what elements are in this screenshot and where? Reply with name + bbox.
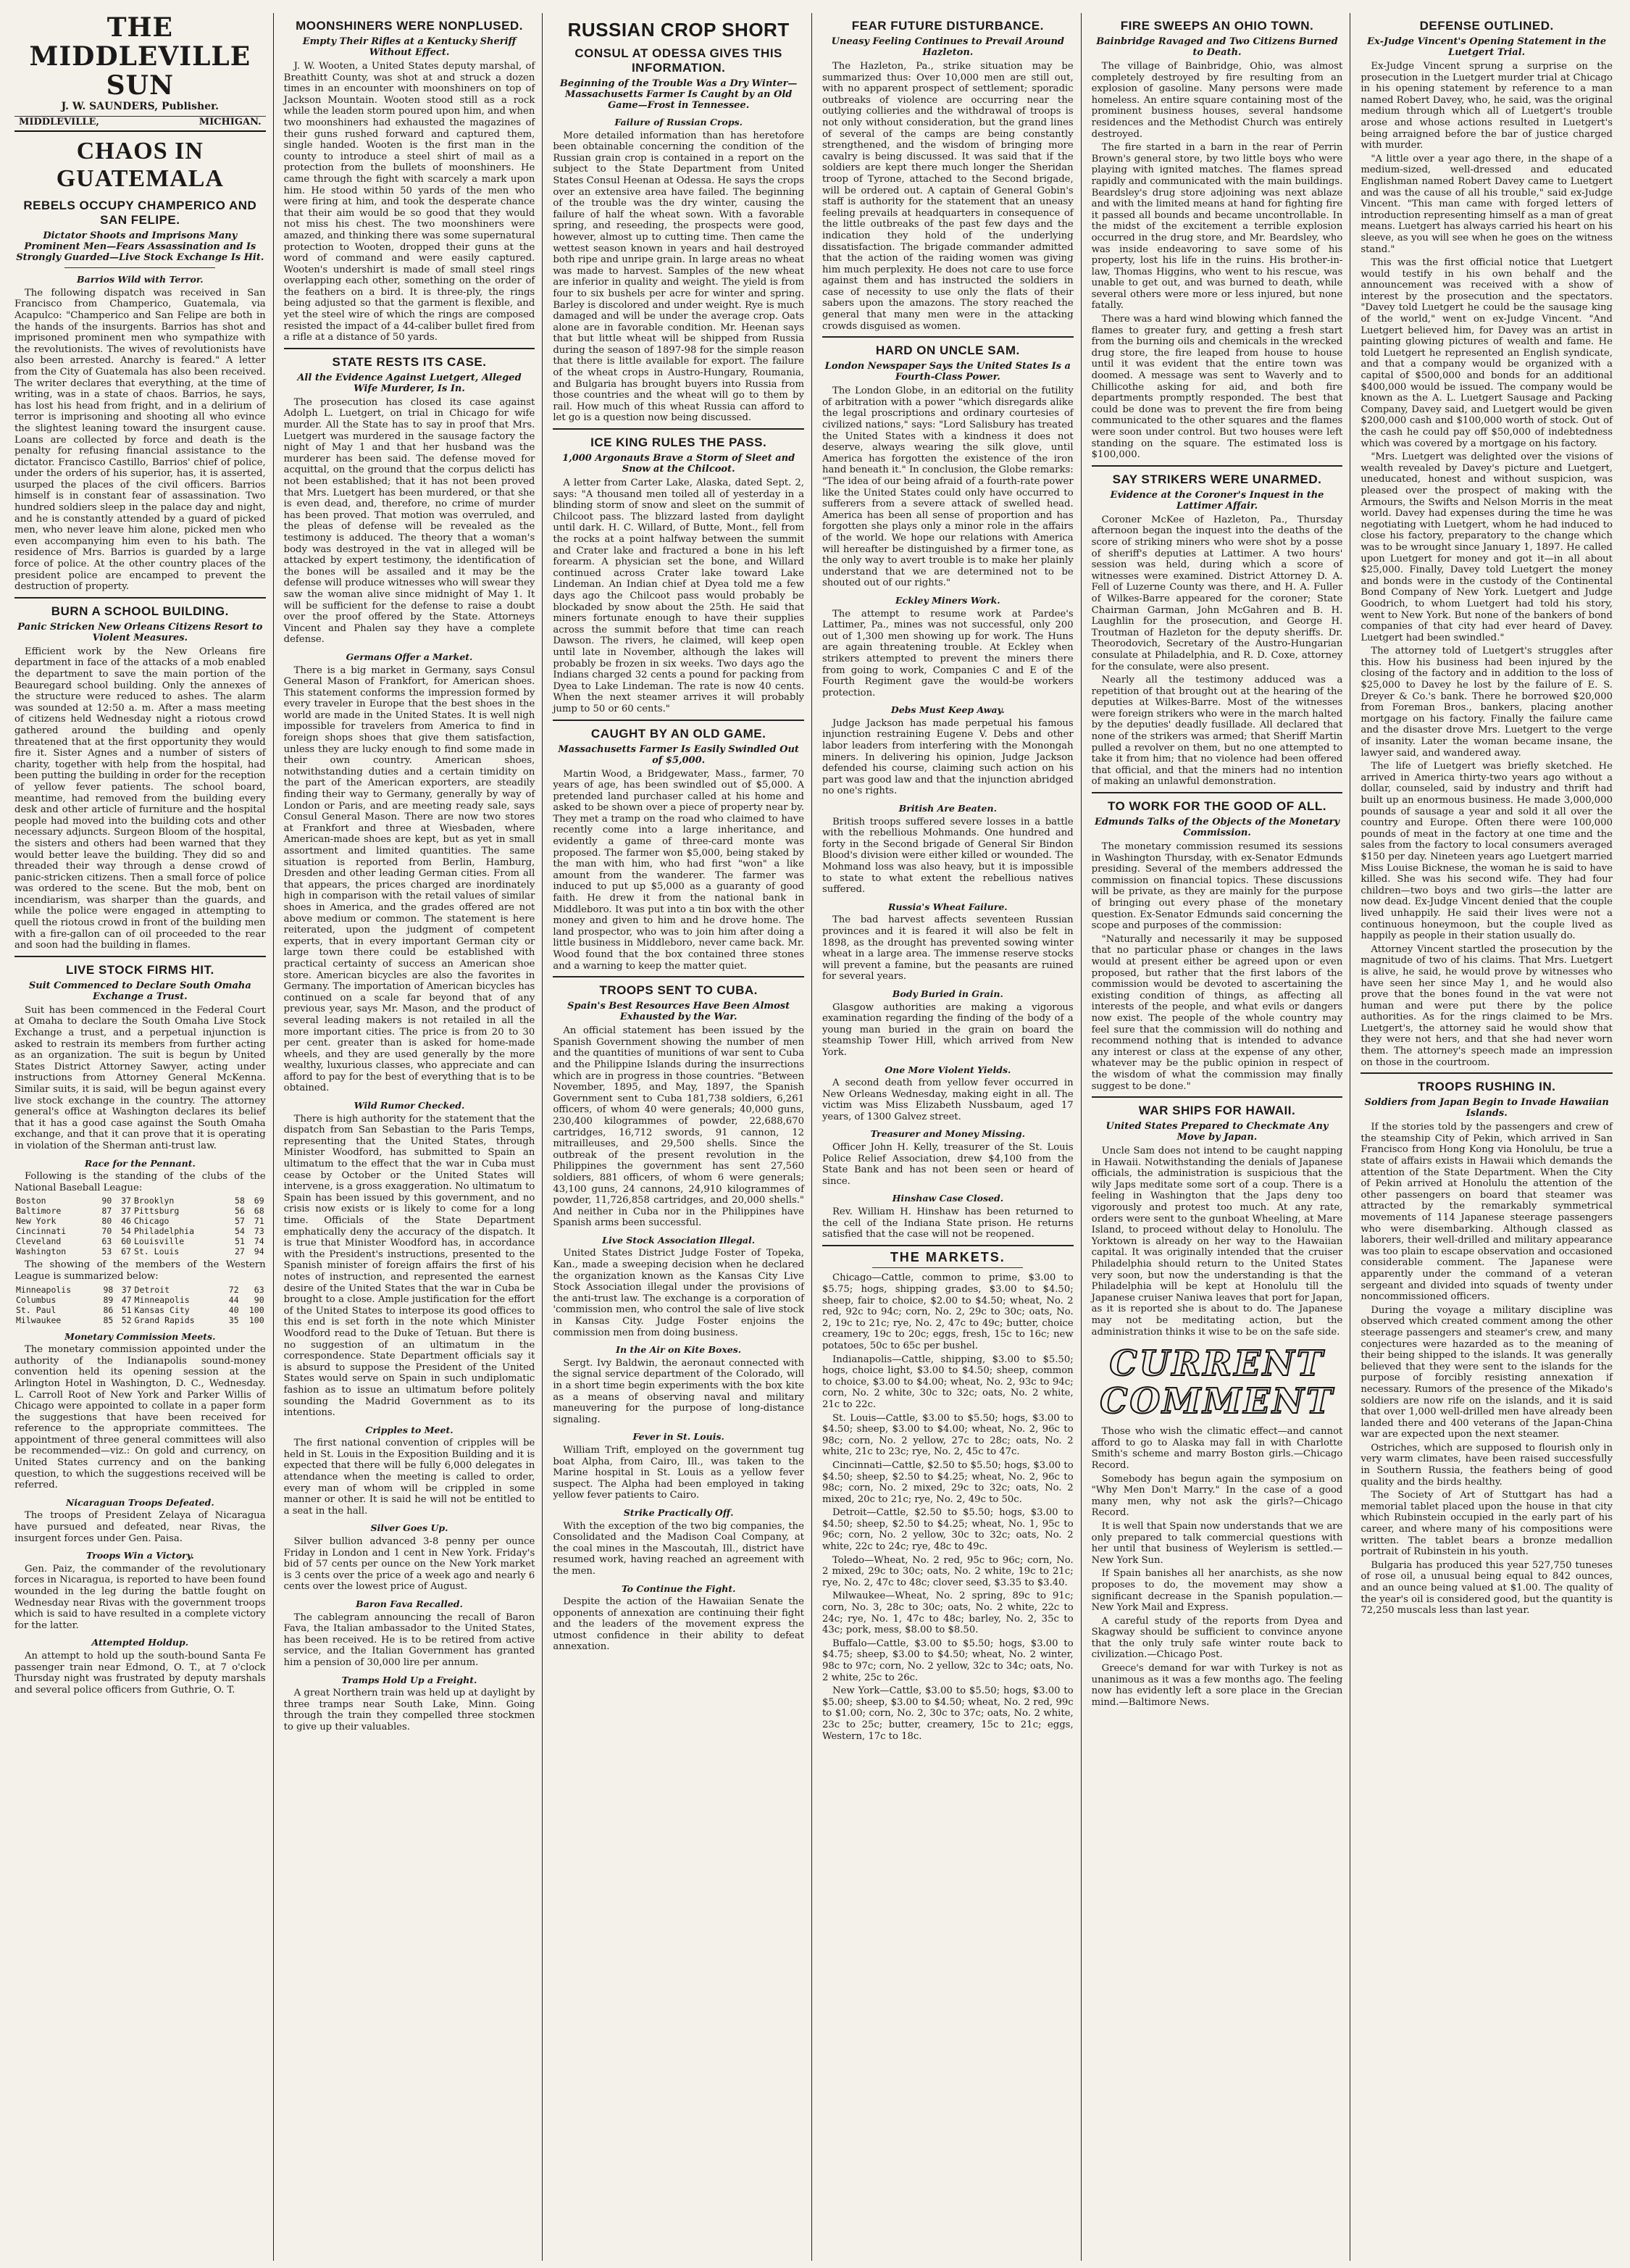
dateline (14, 116, 266, 128)
article-deck: Soldiers from Japan Begin to Invade Hawaiian Islands. (1364, 1097, 1609, 1120)
table-cell: Minneapolis (16, 1284, 72, 1295)
table-cell: Detroit (134, 1284, 170, 1295)
lead-subhead: REBELS OCCUPY CHAMPERICO AND SAN FELIPE. (23, 199, 257, 228)
newspaper-name: THE MIDDLEVILLE SUN (29, 13, 251, 101)
article-head: Debs Must Keep Away. (890, 704, 1005, 716)
article-body (822, 914, 1074, 983)
paragraph: There was a hard wind blowing which fanned the flames to greater fury, and getting a fresh start from the burning oils and chemicals in the wrecked drug store, the fire leaped from house to house until it was evident that the entire town was doomed. A message was sent to Waverly and to Chillicothe asking for aid, and both fire departments promptly responded. The best that could be done was to prevent the fire from being communicated to the other squares and the flames were soon under control. But two houses were left standing on the square. The estimated loss is $100,000. (1091, 314, 1343, 461)
paragraph: Toledo—Wheat, No. 2 red, 95c to 96c; corn, No. 2 mixed, 29c to 30c; oats, No. 2 white, 19c to 21c; rye, No. 2, 47c to 48c; clover seed, $3.35 to $3.40. (822, 1554, 1074, 1588)
article-deck: Massachusetts Farmer Is Easily Swindled Out of $5,000. (558, 743, 799, 766)
article-body (284, 1114, 535, 1419)
table-row (14, 1246, 266, 1256)
table-cell: 69 (254, 1196, 264, 1206)
table-cell: Milwaukee (16, 1314, 62, 1325)
article-deck: United States Prepared to Checkmate Any Move by Japan. (1106, 1121, 1329, 1143)
table-cell: 63 (254, 1284, 264, 1295)
article-body (553, 1358, 804, 1426)
paragraph: Uncle Sam does not intend to be caught napping in Hawaii. Notwithstanding the denials of Japanese officials, the administration is suspicious that the wily Japs meditate some sort of a coup. There is a feeling in Washington that the Japs deny too vigorously and protest too much. At any rate, orders were sent to the gunboat Wheeling, at Mare Island, to proceed without delay to Honolulu. The Yorktown is already on her way to the Hawaiian capital. It was originally intended that the cruiser Philadelphia should return to the United States very soon, but now the understanding is that the Philadelphia will be kept at Honolulu till the Japanese cruiser Naniwa leaves that port for Japan, as it is reported she is about to do. The Japanese may not be meditating action, but the administration thinks it wise to be on the safe side. (1091, 1146, 1343, 1338)
banner-word-current: CURRENT (1109, 1343, 1325, 1385)
article-head: Russia's Wheat Failure. (887, 901, 1008, 912)
paragraph: The showing of the members of the Western League is summarized below: (14, 1259, 266, 1282)
lead-headline: CHAOS IN GUATEMALA (56, 138, 224, 193)
article-head: British Are Beaten. (898, 803, 997, 814)
article-head: Attempted Holdup. (91, 1637, 189, 1648)
table-cell: 85 (103, 1314, 114, 1325)
lead-deck: Dictator Shoots and Imprisons Many Prominent Men—Fears Assassination and Is Strongly Guarded—Live Stock Exchange Is Hit. (16, 230, 264, 264)
table-cell: 94 (254, 1246, 264, 1257)
table-cell: 51 (235, 1236, 245, 1247)
paragraph: The monetary commission appointed under the authority of the Indianapolis sound-money convention held its opening session at the Arlington Hotel in Washington, D. C., Wednesday. L. Carroll Root of New York and Parker Willis of Chicago were appointed to collate in a paper form the suggestions that have been received for reference to the appropriate committees. The appointment of three general committees will also be recommended—viz.: On gold and currency, on United States currency and on the banking question, to which the suggestions received will be referred. (14, 1344, 266, 1491)
article-head: To Continue the Fight. (621, 1583, 736, 1594)
paragraph: The bad harvest affects seventeen Russian provinces and it is feared it will also be felt in 1898, as the drought has prevented sowing winter wheat in a large area. The immense reserve stocks will prevent a famine, but the peasants are ruined for several years. (822, 914, 1074, 983)
article-title: BURN A SCHOOL BUILDING. (51, 604, 229, 618)
paragraph: "Mrs. Luetgert was delighted over the visions of wealth revealed by Davey's picture and Luetgert, uneducated, honest and without suspicion, was pleased over the prospect of making with the Armours, the Swifts and Nelson Morris in the meat world. Davey had expenses during the time he was negotiating with Luetgert, whom he had induced to close his factory, preparatory to the change which was to be wrought since January 1, 1897. He called upon Luetgert for money and got it—in all about $25,000. Finally, Davey told Luetgert the money and bonds were in the custody of the Continental Bond Company of New York. Luetgert and Judge Goodrich, to whom Luetgert had told his story, went to New York. But none of the bankers of bond companies of that city had ever heard of Davey. Luetgert had been swindled." (1361, 451, 1613, 643)
paragraph: This was the first official notice that Luetgert would testify in his own behalf and the announcement was received with a show of interest by the prosecution and the spectators. "Davey told Luetgert he could be the sausage king of the world," went on ex-Judge Vincent. "And Luetgert believed him, for Davey was an artist in painting glowing pictures of wealth and fame. He told Luetgert he represented an English syndicate, and that a company would be organized with a capital of $500,000 and bonds for an additional $400,000 would be issued. The company would be known as the A. L. Luetgert Sausage and Packing Company, Davey said, and Luetgert would be given $200,000 cash and $100,000 worth of stock. Out of the cash he could pay off $50,000 of indebtedness which was covered by a mortgage on his factory. (1361, 257, 1613, 449)
table-cell: Cincinnati (16, 1226, 67, 1237)
table-cell: 80 (101, 1216, 112, 1227)
paragraph: The London Globe, in an editorial on the futility of arbitration with a power "which disregards alike the legal proscriptions and ordinary courtesies of civilized nations," says: "Lord Salisbury has treated the United States with a kindness it does not deserve, always wearing the silk glove, until America has forgotten the existence of the iron hand beneath it." In conclusion, the Globe remarks: "The idea of our being afraid of a fourth-rate power like the United States could only have occurred to sufferers from a severe attack of swelled head. America has been all sense of proportion and has forgotten she plays only a minor role in the affairs of the world. We hope our relations with America will hereafter be distinguished by a firmer tone, as the only way to avert trouble is to make her plainly understand that we are determined not to be shouted out of our rights." (822, 385, 1074, 589)
paragraph: An attempt to hold up the south-bound Santa Fe passenger train near Edmond, O. T., at 7 o'clock Thursday night was frustrated by deputy marshals and several police officers from Guthrie, O. T. (14, 1650, 266, 1696)
article-title: RUSSIAN CROP SHORT (567, 19, 790, 41)
article-head: Failure of Russian Crops. (614, 117, 743, 128)
table-cell: 90 (254, 1294, 264, 1305)
paragraph: During the voyage a military discipline was observed which created comment among the other steerage passengers and steamer's crew, and many conjectures were hazarded as to the meaning of their being shipped to the islands. It was generally believed that they were sent to the islands for the purpose of forcibly resisting annexation if necessary. Rumors of the presence of the Mikado's soldiers are now rife on the islands, and it is said that over 1,000 well-drilled men have already been landed there and 400 veterans of the Japan-China war are expected upon the next steamer. (1361, 1304, 1613, 1441)
paragraph: Despite the action of the Hawaiian Senate the opponents of annexation are continuing their fight and the leaders of the movement express the utmost confidence in their ability to defeat annexation. (553, 1596, 804, 1653)
table-cell: 46 (121, 1216, 131, 1227)
article-title: TROOPS SENT TO CUBA. (599, 983, 758, 998)
article-body (14, 1344, 266, 1491)
article-body (822, 61, 1074, 332)
table-cell: Brooklyn (133, 1196, 175, 1206)
article-body (1092, 1146, 1343, 1338)
article-title: CAUGHT BY AN OLD GAME. (590, 726, 766, 741)
paragraph: Coroner McKee of Hazleton, Pa., Thursday afternoon began the inquest into the deaths of the score of striking miners who were shot by a posse of sheriff's deputies at Lattimer. A two hours' session was held, during which a score of witnesses were examined. District Attorney D. A. Fell of Luzerne County was there, and H. A. Fuller of Wilkes-Barre appeared for the coroner; State Chairman Garman, John McGahren and B. H. Laughlin for the prosecution, and George H. Troutman of Hazleton for the deputy sheriffs. Dr. Theorodovich, Secretary of the Austro-Hungarian consulate at Philadelphia, and R. D. Coxe, attorney for the consulate, were also present. (1091, 514, 1343, 672)
paragraph: Milwaukee—Wheat, No. 2 spring, 89c to 91c; corn, No. 3, 28c to 30c; oats, No. 2 white, 22c to 24c; rye, No. 1, 47c to 48c; barley, No. 2, 35c to 43c; pork, mess, $8.00 to $8.50. (822, 1590, 1074, 1636)
article-head: Silver Goes Up. (370, 1522, 448, 1534)
article-body (14, 1005, 266, 1152)
article-head: Body Buried in Grain. (892, 988, 1003, 999)
column-4 (818, 13, 1082, 2261)
article-title: FEAR FUTURE DISTURBANCE. (851, 19, 1044, 33)
article-body (284, 665, 535, 1095)
paragraph: Attorney Vincent startled the prosecution by the magnitude of two of his claims. That Mrs. Luetgert is alive, he said, he would prove by witnesses who have seen her since May 1, and he would also prove that the bones found in the vat were not human and were put there by the police authorities. As for the rings claimed to be Mrs. Luetgert's, the attorney said he would show that they were not hers, and that she had never worn them. The attorney's speech made an impression on those in the courtroom. (1361, 943, 1613, 1068)
current-comment-banner (1092, 1345, 1343, 1420)
table-cell: 37 (121, 1206, 131, 1217)
table-cell: 53 (101, 1246, 112, 1257)
paragraph: A letter from Carter Lake, Alaska, dated Sept. 2, says: "A thousand men toiled all of yesterday in a blinding storm of snow and sleet on the summit of Chilcoot pass. The blizzard lasted from daylight until dark. H. C. Willard, of Butte, Mont., fell from the rocks at a point halfway between the summit and Crater lake and fractured a bone in his left forearm. A physician set the bone, and Willard continued across Crater lake toward Lake Lindeman. An Indian chief at Dyea told me a few days ago the Chilcoot pass would probably be blockaded by snow about the 25th. He said that miners fortunate enough to have their supplies across the summit before that time can reach Dawson. The rivers, he claimed, will keep open until late in November, although the lakes will probably be frozen in six weeks. Two days ago the Indians charged 32 cents a pound for packing from Dyea to Lake Lindeman. The rate is now 40 cents. When the next steamer arrives it will probably jump to 50 or 60 cents." (553, 478, 804, 714)
paragraph: Ostriches, which are supposed to flourish only in very warm climates, have been raised successfully in Southern Russia, the feathers being of good quality and the birds healthy. (1361, 1442, 1613, 1488)
column-3 (548, 13, 812, 2261)
article-title: HARD ON UNCLE SAM. (875, 343, 1020, 358)
paragraph: Gen. Paiz, the commander of the revolutionary forces in Nicaragua, is reported to have been found wounded in the leg during the battle fought on Wednesday near Rivas with the government troops which is said to have resulted in a complete victory for the latter. (14, 1563, 266, 1631)
paragraph: Greece's demand for war with Turkey is not as unanimous as it was a few months ago. The feeling now has evidently left a sore place in the Grecian mind.—Baltimore News. (1091, 1663, 1343, 1708)
table-cell: 73 (254, 1226, 264, 1237)
article-head: Cripples to Meet. (365, 1424, 454, 1435)
paragraph: The first national convention of cripples will be held in St. Louis in the Exposition Building and it is expected that there will be fully 6,000 delegates in attendance when the meeting is called to order, every man of whom will be crippled in some manner or other. It is said he will not be entitled to a seat in the hall. (283, 1438, 535, 1517)
paragraph: It is well that Spain now understands that we are only prepared to talk commercial questions with her until that business of Weylerism is settled.—New York Sun. (1091, 1520, 1343, 1566)
article-head: In the Air on Kite Boxes. (616, 1344, 742, 1356)
table-cell: 27 (235, 1246, 245, 1257)
table-cell: 58 (235, 1196, 245, 1206)
table-cell: 70 (101, 1226, 112, 1237)
article-body (822, 1142, 1074, 1187)
article-body (284, 1612, 535, 1669)
table-cell: 47 (121, 1294, 132, 1305)
article-deck: London Newspaper Says the United States Is a Fourth-Class Power. (824, 361, 1071, 383)
paragraph: Buffalo—Cattle, $3.00 to $5.50; hogs, $3.00 to $4.75; sheep, $3.00 to $4.50; wheat, No. 2 winter, 98c to 97c; corn, No. 2 yellow, 32c to 34c; oats, No. 2 white, 25c to 26c. (822, 1638, 1074, 1683)
table-cell: Grand Rapids (134, 1314, 195, 1325)
article-deck: Edmunds Talks of the Objects of the Monetary Commission. (1094, 817, 1340, 839)
article-body (14, 1651, 266, 1696)
paragraph: The troops of President Zelaya of Nicaragua have pursued and defeated, near Rivas, the insurgent forces under Gen. Paisa. (14, 1510, 266, 1544)
paragraph: Ex-Judge Vincent sprung a surprise on the prosecution in the Luetgert murder trial at Chicago in his opening statement by reference to a man named Robert Davey, who, he said, was the original medium through which all of Luetgert's trouble arose and whose actions resulted in Luetgert's being arraigned before the bar of justice charged with murder. (1361, 61, 1613, 151)
article-title: STATE RESTS ITS CASE. (332, 354, 487, 369)
table-cell: 100 (248, 1314, 264, 1325)
paragraph: British troops suffered severe losses in a battle with the rebellious Mohmands. One hundred and forty in the Second brigade of General Sir Bindon Blood's division were either killed or wounded. The Mohmand loss was also heavy, but it is impossible to state to what extent the rebellious natives suffered. (822, 816, 1074, 896)
paragraph: More detailed information than has heretofore been obtainable concerning the condition of the Russian grain crop is contained in a report on the subject to the State Department from United States Consul Heenan at Odessa. He says the crops over an extensive area have failed. The beginning of the trouble was the dry winter, causing the failure of half the wheat sown. With a favorable spring, and reseeding, the prospects were good, however, almost up to cutting time. Then came the wettest season known in years and hail destroyed both ripe and unripe grain. In large areas no wheat was made to harvest. Samples of the new wheat are inferior in quality and weight. The yield is from four to six bushels per acre for winter and spring. Barley is discolored and under weight. Rye is much damaged and will be under the average crop. Oats alone are in favorable condition. Mr. Heenan says that but little wheat will be shipped from Russia during the season of 1897-98 for the simple reason that there is little available for export. The failure of the wheat crops in Austro-Hungary, Roumania, and Bulgaria has brought buyers into Russia from those countries and the wheat will go to them by rail. How much of this wheat Russia can afford to let go is a question now being discussed. (553, 130, 804, 424)
article-body (553, 1025, 804, 1229)
table-cell: St. Paul (16, 1304, 57, 1315)
paragraph: With the exception of the two big companies, the Consolidated and the Madison Coal Company, at the coal mines in the Mascoutah, Ill., district have resumed work, having reached an agreement with the men. (553, 1520, 804, 1577)
paragraph: Rev. William H. Hinshaw has been returned to the cell of the Indiana State prison. He returns satisfied that the case will not be reopened. (822, 1206, 1074, 1241)
column-5 (1087, 13, 1351, 2261)
article-body (553, 1248, 804, 1338)
article-body (1092, 514, 1343, 788)
article-deck: Suit Commenced to Declare South Omaha Exchange a Trust. (28, 980, 251, 1002)
table-cell: 86 (103, 1304, 114, 1315)
paragraph: Cincinnati—Cattle, $2.50 to $5.50; hogs, $3.00 to $4.50; sheep, $2.50 to $4.25; wheat, No. 2, 96c to 98c; corn, No. 2 mixed, 29c to 32c; oats, No. 2 mixed, 20c to 21c; rye, No. 2, 49c to 50c. (822, 1459, 1074, 1505)
article-head: Wild Rumor Checked. (354, 1100, 465, 1112)
town: MIDDLEVILLE, (19, 116, 99, 128)
column-6 (1356, 13, 1620, 2261)
paragraph: The attorney told of Luetgert's struggles after this. How his business had been injured by the closing of the factory and in addition to the loss of $25,000 to Davey he lost by the failure of E. S. Dreyer & Co.'s bank. There he borrowed $20,000 from Foreman Bros., bankers, placing another mortgage on his factory. Finally the failure came and the disaster drove Mrs. Luetgert to the verge of insanity. Later the woman became insane, the lawyer said, and wandered away. (1361, 646, 1613, 759)
article-deck: 1,000 Argonauts Brave a Storm of Sleet and Snow at the Chilcoot. (562, 453, 795, 475)
paragraph: "Naturally and necessarily it may be supposed that no particular phase or changes in the laws would at present either be agreed upon or even proposed, but rather that the first labors of the commission would be devoted to ascertaining the existing condition of things, as affecting all interests of the people, and what evils or dangers now exist. The people of the whole country may feel sure that the commission will do nothing and recommend nothing that is intended to advance any interest or class at the expense of any other, whatever may be the public opinion in respect of the wisdom of what the commission may finally suggest to be done." (1091, 933, 1343, 1092)
paragraph: Indianapolis—Cattle, shipping, $3.00 to $5.50; hogs, choice light, $3.00 to $4.50; sheep, common to choice, $3.00 to $4.00; wheat, No. 2, 93c to 94c; corn, No. 2 white, 30c to 32c; oats, No. 2 white, 21c to 22c. (822, 1354, 1074, 1410)
table-cell: 71 (254, 1216, 264, 1227)
paragraph: There is a big market in Germany, says Consul General Mason of Frankfort, for American shoes. This statement conforms the impression formed by every traveler in Europe that the best shoes in the world are made in the United States. It is well nigh impossible for travelers from America to find in foreign shops shoes that give them satisfaction, unless they are lucky enough to find some made in their own country. American shoes, notwithstanding duties and a certain timidity on the part of the American exporters, are steadily finding their way to Germany, generally by way of London or Paris, and are meeting ready sale, says Consul General Mason. There are now two stores at Frankfort and three at Wiesbaden, where American-made shoes are kept, but as yet in small assortment and limited quantities. The same situation is reported from Berlin, Hamburg, Dresden and other leading German cities. From all that appears, the prices charged are inordinately high in comparison with the retail values of similar shoes in America, and the grades offered are not above medium or common. The statement is here reiterated, upon the judgment of competent experts, that in every important German city or large town there could be established with practical certainty of success an American shoe store. American bicycles are also the favorites in Germany. The importation of American bicycles has continued on a scale far beyond that of any previous year, says Mr. Mason, and the product of several leading makers is not retailed in all the more important cities. The price is from 20 to 30 per cent. greater than is asked for home-made wheels, and they are used generally by the more wealthy, luxurious classes, who appreciate and can afford to pay for the best of everything that is to be obtained. (283, 664, 535, 1094)
article-head: Tramps Hold Up a Freight. (341, 1674, 477, 1685)
table-cell: Cleveland (16, 1236, 62, 1247)
table-cell: 74 (254, 1236, 264, 1247)
article-deck: Panic Stricken New Orleans Citizens Resort to Violent Measures. (17, 621, 263, 643)
paragraph: The following dispatch was received in San Francisco from Champerico, Guatemala, via Acapulco: "Champerico and San Felipe are both in the hands of the insurgents. Barrios has shot and imprisoned prominent men who sympathize with the revolutionists. The wives of revolutionists have also been arrested. Anarchy is feared." A letter from the City of Guatemala has also been received. The writer declares that everything, at the time of writing, was in a state of chaos. Barrios, he says, has lost his head from fright, and in a delirium of terror is imprisoning and shooting all who evince the slightest leaning toward the insurgent cause. Loans are collected by force and death is the penalty for refusing financial assistance to the dictator. Francisco Castillo, Barrios' chief of police, under the orders of his superior, has, it is asserted, usurped the places of the civil officers. Barrios himself is in constant fear of assassination. Two hundred soldiers sleep in the palace day and night, and he is constantly attended by a guard of picked men, who never leave him alone, picked men who even accompanying him even to his bath. The residence of Mrs. Barrios is guarded by a large force of police. At the other country places of the president police are encamped to prevent the destruction of property. (14, 287, 266, 593)
table-row (14, 1226, 266, 1236)
publisher-line: J. W. SAUNDERS, Publisher. (61, 101, 220, 112)
article-body (553, 1596, 804, 1653)
paragraph: Sergt. Ivy Baldwin, the aeronaut connected with the signal service department of the Colorado, will in a short time begin experiments with the box kite as a means of observing naval and military maneuvering for the purpose of long-distance signaling. (553, 1357, 804, 1425)
column-2 (280, 13, 543, 2261)
table-cell: 44 (228, 1294, 239, 1305)
article-head: Monetary Commission Meets. (64, 1330, 216, 1342)
paragraph: Following is the standing of the clubs of the National Baseball League: (14, 1171, 266, 1193)
article-body (553, 1445, 804, 1501)
table-cell: 40 (228, 1304, 239, 1315)
paragraph: The village of Bainbridge, Ohio, was almost completely destroyed by fire resulting from an explosion of gasoline. Many persons were made homeless. An entire square containing most of the prominent business houses, several handsome residences and the Methodist Church was entirely destroyed. (1091, 61, 1343, 140)
table-cell: 89 (103, 1294, 114, 1305)
paragraph: Detroit—Cattle, $2.50 to $5.50; hogs, $3.00 to $4.50; sheep, $2.50 to $4.25; wheat, No. 1, 95c to 96c; corn, No. 2 yellow, 30c to 32c; oats, No. 2 white, 22c to 24c; rye, 48c to 49c. (822, 1507, 1074, 1553)
paragraph: If the stories told by the passengers and crew of the steamship City of Pekin, which arrived in San Francisco from Hong Kong via Honolulu, be true a state of affairs exists in Hawaii which demands the attention of the State Department. When the City of Pekin arrived at Honolulu the attention of the other passengers on board that steamer was attracted by the remarkably symmetrical movements of 114 Japanese steerage passengers who were disembarking. Although classed as laborers, their well-drilled and military appearance was too plain to escape observation and occasioned considerable comment. The Japanese were apparently under the command of a veteran sergeant and divided into squads of twenty under noncommissioned officers. (1361, 1122, 1613, 1303)
article-title: TROOPS RUSHING IN. (1417, 1080, 1556, 1094)
article-body (553, 130, 804, 424)
table-row (14, 1295, 266, 1305)
table-cell: Pittsburg (133, 1206, 180, 1217)
table-cell: Louisville (133, 1236, 185, 1247)
table-row (14, 1236, 266, 1246)
article-body (822, 385, 1074, 589)
table-row (14, 1216, 266, 1226)
article-body (284, 1536, 535, 1593)
table-cell: New York (16, 1216, 57, 1227)
article-body (553, 1521, 804, 1577)
article-title: TO WORK FOR THE GOOD OF ALL. (1107, 799, 1327, 814)
paragraph: The Society of Art of Stuttgart has had a memorial tablet placed upon the house in that city which Rubinstein occupied in the early part of his career, and where many of his compositions were written. The tablet bears a bronze medallion portrait of Rubinstein in his youth. (1361, 1490, 1613, 1558)
article-title: MOONSHINERS WERE NONPLUSED. (296, 19, 523, 33)
table-cell: Columbus (16, 1294, 57, 1305)
article-deck: Bainbridge Ravaged and Two Citizens Burned to Death. (1096, 36, 1338, 58)
paragraph: New York—Cattle, $3.00 to $5.50; hogs, $3.00 to $5.00; sheep, $3.00 to $4.50; wheat, No. 2 red, 99c to $1.00; corn, No. 2, 30c to 37c; oats, No. 2 white, 23c to 25c; butter, creamery, 15c to 21c; eggs, Western, 17c to 18c. (822, 1685, 1074, 1742)
paragraph: "A little over a year ago there, in the shape of a medium-sized, well-dressed and educated Englishman named Robert Davey came to Luetgert and was the cause of all his trouble," said ex-Judge Vincent. "This man came with forged letters of introduction representing himself as a man of great means. Luetgert has always carried his heart on his sleeve, as you will see when he goes on the witness stand." (1361, 153, 1613, 255)
article-title: SAY STRIKERS WERE UNARMED. (1112, 472, 1322, 486)
paragraph: Chicago—Cattle, common to prime, $3.00 to $5.75; hogs, shipping grades, $3.00 to $4.50; sheep, fair to choice, $2.00 to $4.50; wheat, No. 2 red, 92c to 94c; corn, No. 2, 29c to 30c; oats, No. 2, 19c to 21c; rye, No. 2, 47c to 49c; butter, choice creamery, 19c to 20c; eggs, fresh, 15c to 16c; new potatoes, 50c to 65c per bushel. (822, 1272, 1074, 1351)
article-deck: Uneasy Feeling Continues to Prevail Around Hazleton. (831, 36, 1065, 58)
paragraph: A great Northern train was held up at daylight by three tramps near South Lake, Minn. Going through the train they compelled three stockmen to give up their valuables. (283, 1688, 535, 1733)
paragraph: Nearly all the testimony adduced was a repetition of that brought out at the hearing of the deputies at Wilkes-Barre. Most of the witnesses were foreign strikers who were in the march halted by the deputies' deadly fusillade. All declared that none of the strikers was armed; that Sheriff Martin pulled a revolver on them, but no one attempted to take it from him; that no violence had been offered that official, and that the miners had no intention of making an unlawful demonstration. (1091, 675, 1343, 788)
article-body (822, 1206, 1074, 1241)
article-head: Germans Offer a Market. (346, 651, 473, 662)
table-cell: 37 (121, 1284, 132, 1295)
paragraph: Efficient work by the New Orleans fire department in face of the attacks of a mob enabled the department to save the main portion of the Beauregard school building. Only the annexes of the structure were reduced to ashes. The alarm was sounded at 12:50 a. m. After a mass meeting of citizens held Wednesday night a riotous crowd gathered around the building and openly threatened that at the first opportunity they would fire it. Sister Agnes and a number of sisters of charity, together with help from the hospital, had been putting the building in order for the reception of yellow fever patients. The school board, meantime, had removed from the building every desk and other article of furniture and the hospital people had moved into the building cots and other necessary adjuncts. Surgeon Bloom of the hospital, the sisters and others had been warned that they would better leave the building. They did so and threaded their way through a dense crowd of panic-stricken citizens. Then a small force of police was ordered to the scene. But the mob, bent on incendiarism, was sharper than the guards, and while the police were engaged in attempting to quell the riotous crowd in front of the building men with a fire-gallon can of oil proceeded to the rear and soon had the building in flames. (14, 646, 266, 951)
article-head: Live Stock Association Illegal. (602, 1234, 756, 1246)
article-title: DEFENSE OUTLINED. (1419, 19, 1554, 33)
table-cell: 57 (235, 1216, 245, 1227)
paragraph: There is high authority for the statement that the dispatch from San Sebastian to the Paris Temps, representing that the United States, through Minister Woodford, has submitted to Spain an ultimatum to the effect that the war in Cuba must cease by October or the United States will intervene, is a gross exaggeration. No ultimatum to Spain has been issued by this government, and no crisis now exists or is likely to come for a long time. Officials of the State Department emphatically deny the accuracy of the dispatch. It is true that Minister Woodford has, in accordance with the President's instructions, presented to the Spanish minister of foreign affairs the first of his notes of instruction, and represented the earnest desire of the United States that the war in Cuba be brought to a close. Ample justification for the effort of the United States to interpose its good offices to this end is set forth in the note which Minister Woodford read to the Duke of Tetuan. But there is no suggestion of an ultimatum in the correspondence. State Department officials say it is absurd to suppose the President of the United States would serve on Spain in such undiplomatic fashion as to issue an ultimatum before politely sounding the Madrid Government as to its intentions. (283, 1113, 535, 1419)
table-row (14, 1196, 266, 1206)
article-subtitle: CONSUL AT ODESSA GIVES THIS INFORMATION. (574, 46, 782, 75)
paragraph: Suit has been commenced in the Federal Court at Omaha to declare the South Omaha Live Stock Exchange a trust, and a perpetual injunction is asked to restrain its members from further acting as an organization. The suit is begun by United States District Attorney Sawyer, acting under instructions from Attorney General McKenna. Similar suits, it is said, will be begun against every live stock exchange in the country. The attorney general's office at Washington declares its belief that it has a good case against the South Omaha exchange, and that it can prove that it is operating in violation of the Sherman anti-trust law. (14, 1004, 266, 1151)
paragraph: The monetary commission resumed its sessions in Washington Thursday, with ex-Senator Edmunds presiding. Several of the members addressed the commission on financial topics. These discussions will be private, as they are mainly for the purpose of bringing out every phase of the monetary question. Ex-Senator Edmunds said concerning the scope and purposes of the commission: (1091, 841, 1343, 932)
table-cell: Chicago (133, 1216, 170, 1227)
table-cell: St. Louis (133, 1246, 180, 1257)
article-body (284, 61, 535, 343)
column-1 (10, 13, 274, 2261)
table-row (14, 1206, 266, 1216)
article-body (14, 1564, 266, 1632)
paragraph: A careful study of the reports from Dyea and Skagway should be sufficient to convince anyone that the only truly safe winter route back to civilization.—Chicago Post. (1091, 1615, 1343, 1661)
article-body (822, 609, 1074, 699)
table-cell: 56 (235, 1206, 245, 1217)
table-cell: 63 (101, 1236, 112, 1247)
paragraph: Those who wish the climatic effect—and cannot afford to go to Alaska may fall in with Charlotte Smith's scheme and marry Boston girls.—Chicago Record. (1091, 1426, 1343, 1471)
paragraph: Bulgaria has produced this year 527,750 tuneses of rose oil, a unusual being equal to 842 ounces, and an ounce being valued at $1.00. The quality of the year's oil is considered good, but the quantity is 72,250 muscals less than last year. (1361, 1559, 1613, 1617)
table-cell: 87 (101, 1206, 112, 1217)
table-row (14, 1315, 266, 1325)
paragraph: United States District Judge Foster of Topeka, Kan., made a sweeping decision when he declared the organization known as the Kansas City Live Stock Association illegal under the provisions of the anti-trust law. The exchange is a corporation of 'commission men, who control the sale of live stock in Kansas City. Judge Foster enjoins the commission men from doing business. (553, 1248, 804, 1338)
paragraph: Judge Jackson has made perpetual his famous injunction restraining Eugene V. Debs and other labor leaders from interfering with the Monongah miners. In delivering his opinion, Judge Jackson defended his course, claiming such action on his part was good law and that the injunction abridged no one's rights. (822, 717, 1074, 797)
article-head: Troops Win a Victory. (85, 1550, 194, 1562)
article-head: Race for the Pennant. (84, 1157, 196, 1169)
article-body (822, 718, 1074, 797)
table-cell: 60 (121, 1236, 131, 1247)
paragraph: Silver bullion advanced 3-8 penny per ounce Friday in London and 1 cent in New York. Friday's bid of 57 cents per ounce on the New York market is 3 cents over the price of a week ago and nearly 6 cents over the lowest price of August. (283, 1536, 535, 1593)
article-head: One More Violent Yields. (885, 1064, 1011, 1075)
article-body (822, 1002, 1074, 1059)
paragraph: If Spain banishes all her anarchists, as she now proposes to do, the movement may show a significant decrease in the Spanish population.—New York Mail and Express. (1091, 1568, 1343, 1614)
table-cell: 100 (248, 1304, 264, 1315)
article-body (14, 646, 266, 951)
table-cell: 51 (121, 1304, 132, 1315)
table-cell: Boston (16, 1196, 46, 1206)
table-cell: Washington (16, 1246, 67, 1257)
article-head: Strike Practically Off. (623, 1506, 734, 1518)
article-body (822, 1077, 1074, 1122)
masthead (14, 13, 266, 132)
article-body (553, 769, 804, 972)
table-cell: 68 (254, 1206, 264, 1217)
table-cell: 54 (121, 1226, 131, 1237)
article-body (284, 397, 535, 646)
article-body (1092, 61, 1343, 461)
table-cell: 37 (121, 1196, 131, 1206)
paragraph: Officer John H. Kelly, treasurer of the St. Louis Police Relief Association, drew $4,100 from the State Bank and has not been seen or heard of since. (822, 1142, 1074, 1187)
table-row (14, 1285, 266, 1295)
markets-heading: THE MARKETS. (890, 1249, 1006, 1264)
article-body (1092, 1426, 1343, 1708)
paragraph: The Hazleton, Pa., strike situation may be summarized thus: Over 10,000 men are still out, with no apparent prospect of settlement; sporadic outbreaks of violence are occurring near the outlying collieries and the withdrawal of troops is not only without consideration, but the grand lines of several of the camps are being constantly strengthened, and the wisdom of bringing more cavalry is being discussed. It was said that if the soldiers are kept there much longer the Sheridan troop of Tyrone, attached to the Second brigade, will be ordered out. A captain of General Gobin's staff is authority for the statement that an uneasy feeling prevails at headquarters in consequence of the little outbreaks of the past few days and the indication they hold of the underlying dissatisfaction. The brigade commander admitted that the action of the raiding women was giving him much perplexity. He does not care to use force against them and has instructed the soldiers in case of necessity to use only the flats of their sabers upon the amazons. The story reached the general that many men were in the attacking crowds disguised as women. (822, 61, 1074, 332)
table-cell: Baltimore (16, 1206, 62, 1217)
article-deck: Ex-Judge Vincent's Opening Statement in the Luetgert Trial. (1367, 36, 1607, 58)
article-head: Eckley Miners Work. (895, 594, 1000, 606)
paragraph: Somebody has begun again the symposium on "Why Men Don't Marry." In the case of a good many men, why not ask the girls?—Chicago Record. (1091, 1473, 1343, 1519)
paragraph: The attempt to resume work at Pardee's Lattimer, Pa., mines was not successful, only 200 out of 1,300 men showing up for work. The Huns are again threatening trouble. At Eckley when strikers attempted to prevent the miners there from going to work, Companies C and E of the Fourth Regiment gave the would-be workers protection. (822, 608, 1074, 699)
paragraph: J. W. Wooten, a United States deputy marshal, of Breathitt County, was shot at and struck a dozen times in an encounter with moonshiners on top of Jackson Mountain. Wooten stood still as a rock while the leaden storm poured upon him, and when two moonshiners had exhausted the magazines of their guns rushed forward and captured them, single handed. Wooten is the first man in the county to introduce a steel shirt of mail as a protection from the bullets of moonshiners. He came through the fight with scarcely a mark upon him. He stood within 50 yards of the men who were firing at him, and took the desperate chance that their aim would be so good that they would not miss his chest. The two moonshiners were amazed, and thinking there was some supernatural protection to Wooten, dropped their guns at the word of command and were easily captured. Wooten's undershirt is made of small steel rings overlapping each other, something on the order of the feathers on a bird. It is three-ply, the rings being adjusted so that the garment is flexible, and yet the steel wire of which the rings are composed resisted the impact of a 44-caliber bullet fired from a rifle at a distance of 50 yards. (283, 61, 535, 343)
article-deck: Spain's Best Resources Have Been Almost Exhausted by the War. (567, 1001, 790, 1023)
paragraph: St. Louis—Cattle, $3.00 to $5.50; hogs, $3.00 to $4.50; sheep, $3.00 to $4.00; wheat, No. 2, 96c to 98c; corn, No. 2 yellow, 27c to 28c; oats, No. 2 white, 21c to 23c; rye, No. 2, 45c to 47c. (822, 1412, 1074, 1458)
article-body (822, 1272, 1074, 1742)
table-cell: Kansas City (134, 1304, 190, 1315)
paragraph: Martin Wood, a Bridgewater, Mass., farmer, 70 years of age, has been swindled out of $5,000. A pretended land purchaser called at his home and asked to be shown over a piece of property near by. They met a tramp on the road who claimed to have recently come into a large inheritance, and evidently a game of three-card monte was proposed. The farmer won $5,000, being staked by the man with him, who had first "won" a like amount from the wanderer. The farmer was induced to put up $5,000 as a guaranty of good faith. He drew it from the national bank in Middleboro. It was put into a tin box with the other money and given to him and he drove home. The land prospector, who was to join him after doing a little business in Middleboro, never came back. Mr. Wood found that the box contained three stones and a warning to keep the matter quiet. (553, 768, 804, 972)
article-head: Nicaraguan Troops Defeated. (65, 1496, 214, 1508)
table-cell: Philadelphia (133, 1226, 195, 1237)
table-cell: 72 (228, 1284, 239, 1295)
table-cell: 35 (228, 1314, 239, 1325)
table-cell: 54 (235, 1226, 245, 1237)
article-body (553, 478, 804, 714)
article-head: Fever in St. Louis. (632, 1431, 724, 1443)
table-cell: Minneapolis (134, 1294, 190, 1305)
article-body (284, 1438, 535, 1517)
article-body (1092, 841, 1343, 1092)
table-cell: 90 (101, 1196, 112, 1206)
article-body (284, 1688, 535, 1733)
article-body (1361, 1122, 1613, 1617)
article-head: Treasurer and Money Missing. (870, 1128, 1025, 1140)
article-body (822, 817, 1074, 896)
article-title: ICE KING RULES THE PASS. (590, 435, 767, 450)
national-league-table (14, 1196, 266, 1256)
state: MICHIGAN. (198, 116, 262, 128)
article-head: Barrios Wild with Terror. (77, 274, 204, 285)
table-cell: 67 (121, 1246, 131, 1257)
paragraph: An official statement has been issued by the Spanish Government showing the number of men and the quantities of munitions of war sent to Cuba and the Philippine Islands during the insurrections which are in progress in those countries. "Between November, 1895, and May, 1897, the Spanish Government sent to Cuba 181,738 soldiers, 6,261 officers, of whom 40 were generals; 40,000 guns, 230,400 kilogrammes of powder, 22,688,670 cartridges, 16,712 swords, 91 cannon, 12 mitrailleuses, and 29,500 shells. Since the outbreak of the present revolution in the Philippines the government has sent 27,560 soldiers, 881 officers, of whom 6 were generals; 43,100 guns, 24 cannons, 24,910 kilogrammes of powder, 11,726,858 cartridges, and 20,000 shells." And neither in Cuba nor in the Philippines have Spanish arms been successful. (553, 1025, 804, 1229)
article-head: Baron Fava Recalled. (356, 1598, 463, 1609)
paragraph: The fire started in a barn in the rear of Perrin Brown's general store, by two little boys who were playing with ignited matches. The flames spread rapidly and communicated with the main buildings. Beardsley's drug store adjoining was next ablaze and with the limited means at hand for fighting fire it passed all bounds and became uncontrollable. In the midst of the excitement a terrible explosion occurred in the drug store, and Mr. Beardsley, who was inside endeavoring to save some of his property, lost his life in the ruins. His brother-in-law, Thomas Higgins, who went to his rescue, was unable to get out, and was burned to death, while several others were more or less injured, but none fatally. (1091, 142, 1343, 312)
table-row (14, 1305, 266, 1315)
article-title: WAR SHIPS FOR HAWAII. (1138, 1104, 1296, 1118)
article-deck: All the Evidence Against Luetgert, Alleged Wife Murderer, Is In. (297, 372, 522, 394)
western-league-table (14, 1285, 266, 1325)
article-deck: Evidence at the Coroner's Inquest in the Lattimer Affair. (1110, 489, 1324, 512)
table-cell: 98 (103, 1284, 114, 1295)
paragraph: The cablegram announcing the recall of Baron Fava, the Italian ambassador to the United States, has been received. He is to be retired from active service, and the Italian Government has granted him a pension of 30,000 lire per annum. (283, 1612, 535, 1668)
paragraph: William Trift, employed on the government tug boat Alpha, from Cairo, Ill., was taken to the Marine hospital in St. Louis as a yellow fever suspect. The Alpha had been employed in taking yellow fever patients to Cairo. (553, 1444, 804, 1501)
paragraph: The prosecution has closed its case against Adolph L. Luetgert, on trial in Chicago for wife murder. All the State has to say in proof that Mrs. Luetgert was murdered in the sausage factory the night of May 1 and that her husband was the murderer has been said. The defense moved for acquittal, on the ground that the corpus delicti has not been established; that it has not been proved that Mrs. Luetgert has been murdered, or that she is even dead, and, therefore, no crime of murder has been proved. That motion was overruled, and the pleas of defense will be revealed as the testimony is adduced. The theory that a woman's body was destroyed in the vat in alleged will be attacked by expert testimony, the identification of the bones will be assailed and it may be the defense will produce witnesses who will swear they saw the woman alive since midnight of May 1. It will be sufficient for the defense to raise a doubt over the proof offered by the State. Attorneys Vincent and Phalen say they have a complete defense. (283, 396, 535, 646)
article-deck: Beginning of the Trouble Was a Dry Winter—Massachusetts Farmer Is Caught by an Old Game—Frost in Tennessee. (559, 78, 798, 111)
article-body (14, 1510, 266, 1544)
paragraph: The life of Luetgert was briefly sketched. He arrived in America thirty-two years ago without a dollar, counseled, said by industry and thrift had built up an enormous business. He made 3,000,000 pounds of sausage a year and sold it all over the country and Europe. Often there were 100,000 pounds of meat in the factory at one time and the sales from the factory to local consumers averaged $150 per day. Nineteen years ago Luetgert married Miss Louise Bicknese, the woman he is said to have killed. She was his second wife. They had four children—two boys and two girls—the latter are now dead. Ex-Judge Vincent denied that the couple lived unhappily. He said their lives were not a continuous honeymoon, but the couple lived as happily as people in their station usually do. (1361, 761, 1613, 942)
article-body (1361, 61, 1613, 1068)
paragraph: A second death from yellow fever occurred in New Orleans Wednesday, making eight in all. The victim was Miss Elizabeth Nussbaum, aged 17 years, of 1300 Galvez street. (822, 1077, 1074, 1122)
article-head: Hinshaw Case Closed. (892, 1193, 1004, 1204)
article-title: LIVE STOCK FIRMS HIT. (65, 962, 214, 977)
table-cell: 52 (121, 1314, 132, 1325)
article-title: FIRE SWEEPS AN OHIO TOWN. (1120, 19, 1314, 33)
article-deck: Empty Their Rifles at a Kentucky Sheriff Without Effect. (302, 36, 517, 58)
banner-word-comment: COMMENT (1100, 1381, 1334, 1422)
article-body (14, 288, 266, 593)
paragraph: Glasgow authorities are making a vigorous examination regarding the finding of the body of a young man buried in the grain on board the steamship Tower Hill, which arrived from New York. (822, 1001, 1074, 1058)
